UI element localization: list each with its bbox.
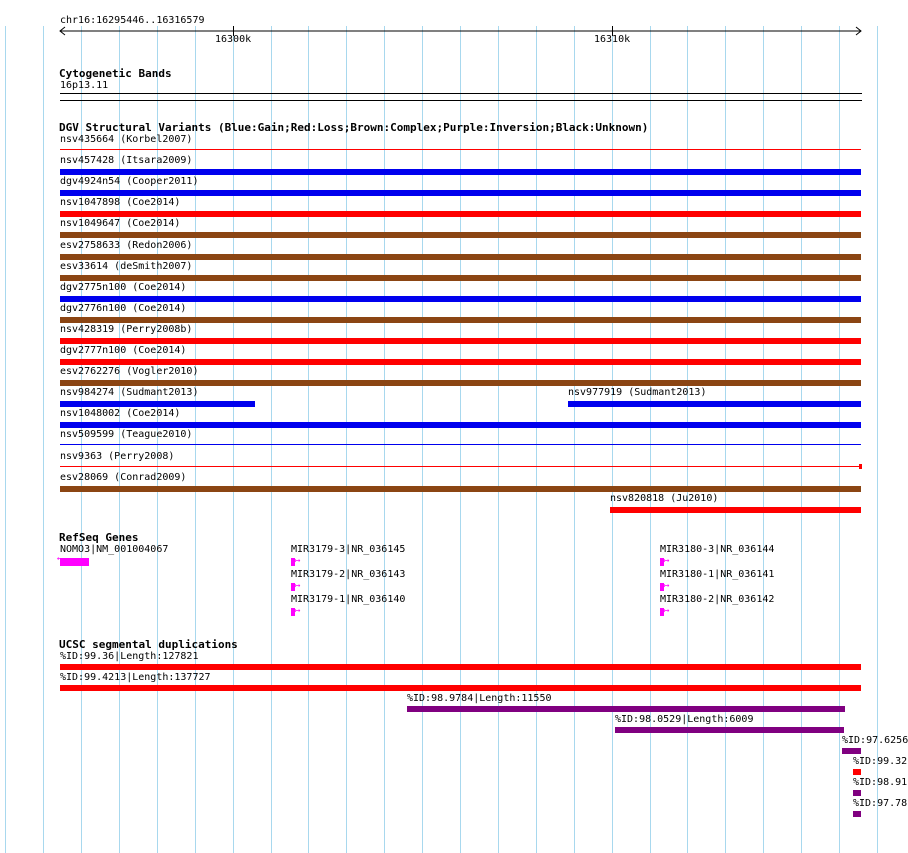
dgv-variant-label[interactable]: nsv435664 (Korbel2007) (60, 134, 193, 145)
segdup-bar[interactable] (615, 727, 844, 733)
dgv-variant-label[interactable]: nsv428319 (Perry2008b) (60, 324, 193, 335)
strand-arrow-icon: ↦ (295, 581, 301, 591)
dgv-variant-bar[interactable] (60, 232, 861, 238)
segdup-track-title[interactable]: UCSC segmental duplications (59, 638, 238, 651)
gene-exon[interactable] (60, 558, 89, 566)
dgv-variant-bar[interactable] (60, 466, 861, 467)
strand-arrow-icon: ↦ (664, 556, 670, 566)
dgv-variant-label[interactable]: nsv820818 (Ju2010) (610, 493, 719, 504)
dgv-variant-bar[interactable] (60, 190, 861, 196)
dgv-variant-bar[interactable] (60, 338, 861, 344)
ruler-tick-label: 16310k (594, 34, 631, 45)
segdup-label[interactable]: %ID:98.91 (853, 777, 908, 788)
dgv-variant-label[interactable]: dgv4924n54 (Cooper2011) (60, 176, 199, 187)
dgv-variant-bar[interactable] (60, 401, 255, 407)
dgv-variant-label[interactable]: esv28069 (Conrad2009) (60, 472, 187, 483)
segdup-bar[interactable] (853, 811, 861, 817)
dgv-variant-bar[interactable] (60, 422, 861, 428)
gene-label[interactable]: MIR3179-2|NR_036143 (291, 569, 406, 580)
segdup-bar[interactable] (842, 748, 861, 754)
dgv-variant-bar[interactable] (60, 275, 861, 281)
gene-label[interactable]: MIR3180-2|NR_036142 (660, 594, 775, 605)
segdup-label[interactable]: %ID:99.4213|Length:137727 (60, 672, 211, 683)
strand-arrow-icon: ↦ (664, 606, 670, 616)
dgv-variant-label[interactable]: dgv2775n100 (Coe2014) (60, 282, 187, 293)
segdup-bar[interactable] (60, 685, 861, 691)
ruler-tick-label: 16300k (215, 34, 252, 45)
dgv-variant-label[interactable]: nsv457428 (Itsara2009) (60, 155, 193, 166)
dgv-variant-label[interactable]: nsv509599 (Teague2010) (60, 429, 193, 440)
strand-arrow-icon: ↦ (295, 556, 301, 566)
dgv-variant-label[interactable]: esv2762276 (Vogler2010) (60, 366, 199, 377)
dgv-variant-bar[interactable] (60, 380, 861, 386)
dgv-variant-bar[interactable] (60, 444, 861, 445)
gene-label[interactable]: MIR3180-1|NR_036141 (660, 569, 775, 580)
cytoband-bottom-line (60, 100, 862, 101)
cytoband-track-title[interactable]: Cytogenetic Bands (59, 67, 172, 80)
dgv-variant-bar[interactable] (60, 317, 861, 323)
dgv-variant-bar[interactable] (60, 254, 861, 260)
dgv-variant-bar[interactable] (60, 211, 861, 217)
dgv-variant-label[interactable]: nsv984274 (Sudmant2013) (60, 387, 199, 398)
segdup-label[interactable]: %ID:98.0529|Length:6009 (615, 714, 754, 725)
dgv-variant-label[interactable]: nsv9363 (Perry2008) (60, 451, 175, 462)
segdup-label[interactable]: %ID:99.36|Length:127821 (60, 651, 199, 662)
segdup-label[interactable]: %ID:97.78 (853, 798, 908, 809)
segdup-bar[interactable] (853, 769, 861, 775)
strand-arrow-icon: ↦ (295, 606, 301, 616)
refseq-track-title[interactable]: RefSeq Genes (59, 531, 139, 544)
dgv-variant-label[interactable]: dgv2777n100 (Coe2014) (60, 345, 187, 356)
dgv-variant-label[interactable]: esv33614 (deSmith2007) (60, 261, 193, 272)
cytoband-top-line (60, 93, 862, 94)
gene-label[interactable]: MIR3180-3|NR_036144 (660, 544, 775, 555)
gene-label[interactable]: NOMO3|NM_001004067 (60, 544, 169, 555)
segdup-bar[interactable] (853, 790, 861, 796)
dgv-variant-bar[interactable] (60, 486, 861, 492)
dgv-variant-label[interactable]: nsv1047898 (Coe2014) (60, 197, 181, 208)
segdup-bar[interactable] (407, 706, 845, 712)
dgv-variant-label[interactable]: esv2758633 (Redon2006) (60, 240, 193, 251)
dgv-variant-bar[interactable] (60, 359, 861, 365)
dgv-variant-label[interactable]: dgv2776n100 (Coe2014) (60, 303, 187, 314)
strand-arrow-icon: ← (57, 554, 63, 564)
ruler-scale (0, 24, 890, 40)
strand-arrow-icon: ↦ (664, 581, 670, 591)
location-label: chr16:16295446..16316579 (60, 15, 205, 26)
segdup-label[interactable]: %ID:97.6256 (842, 735, 908, 746)
dgv-variant-label[interactable]: nsv1049647 (Coe2014) (60, 218, 181, 229)
dgv-variant-bar[interactable] (60, 296, 861, 302)
segdup-label[interactable]: %ID:99.32 (853, 756, 908, 767)
dgv-variant-label[interactable]: nsv977919 (Sudmant2013) (568, 387, 707, 398)
dgv-variant-bar[interactable] (60, 149, 861, 150)
cytoband-label: 16p13.11 (60, 80, 109, 91)
gene-label[interactable]: MIR3179-3|NR_036145 (291, 544, 406, 555)
dgv-variant-bar[interactable] (568, 401, 861, 407)
dgv-track-title[interactable]: DGV Structural Variants (Blue:Gain;Red:Loss;Brown:Complex;Purple:Inversion;Black:Unknown) (59, 121, 649, 134)
gene-label[interactable]: MIR3179-1|NR_036140 (291, 594, 406, 605)
segdup-label[interactable]: %ID:98.9784|Length:11550 (407, 693, 552, 704)
dgv-variant-bar[interactable] (60, 169, 861, 175)
segdup-bar[interactable] (60, 664, 861, 670)
dgv-variant-label[interactable]: nsv1048002 (Coe2014) (60, 408, 181, 419)
dgv-variant-bar[interactable] (610, 507, 861, 513)
dgv-end-marker (859, 464, 862, 469)
